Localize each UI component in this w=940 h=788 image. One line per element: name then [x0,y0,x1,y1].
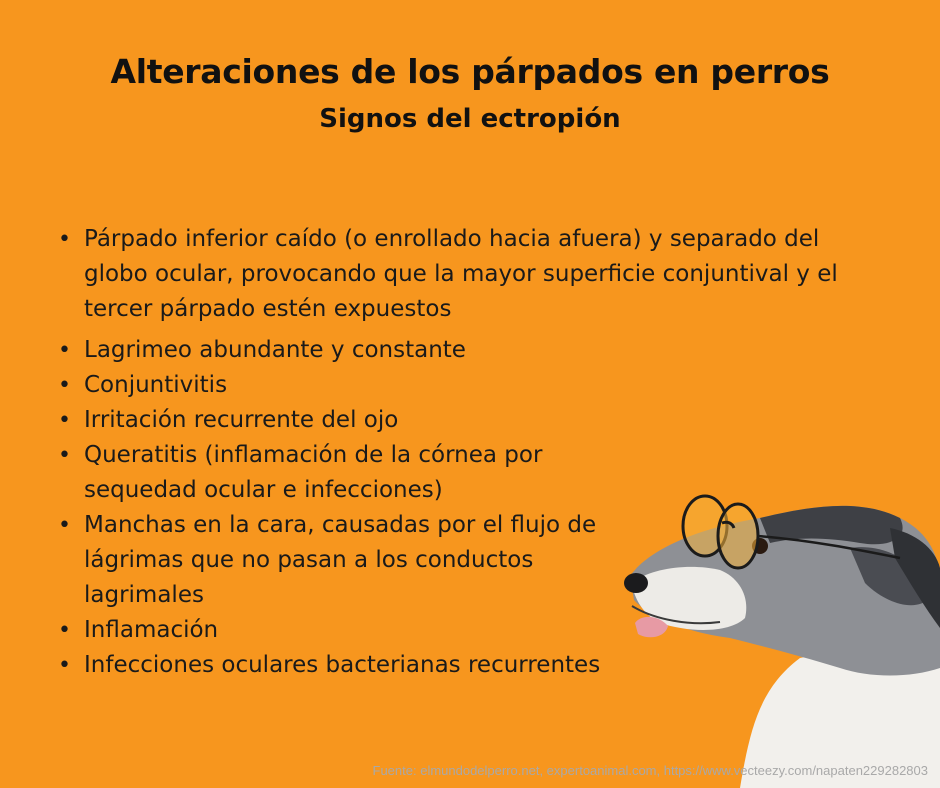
dog-illustration [610,488,940,788]
source-credit: Fuente: elmundodelperro.net, expertoanimal.com, https://www.vecteezy.com/napaten229282803 [372,763,928,778]
list-item: • Inflamación [58,613,878,648]
list-item: • Lagrimeo abundante y constante [58,333,878,368]
dog-nose [624,573,648,593]
list-item: • Párpado inferior caído (o enrollado hacia afuera) y separado del globo ocular, provocando que la mayor superficie conjuntival y el tercer párpado estén expuestos [58,222,874,327]
list-item: • Queratitis (inflamación de la córnea por sequedad ocular e infecciones) [58,438,624,508]
list-item: • Irritación recurrente del ojo [58,403,878,438]
list-item: • Infecciones oculares bacterianas recurrentes [58,648,624,683]
list-item: • Manchas en la cara, causadas por el flujo de lágrimas que no pasan a los conductos lagrimales [58,508,624,613]
list-item: • Conjuntivitis [58,368,878,403]
page-subtitle: Signos del ectropión [319,104,621,134]
glasses-right-lens [718,504,758,568]
page-title: Alteraciones de los párpados en perros [110,52,830,91]
